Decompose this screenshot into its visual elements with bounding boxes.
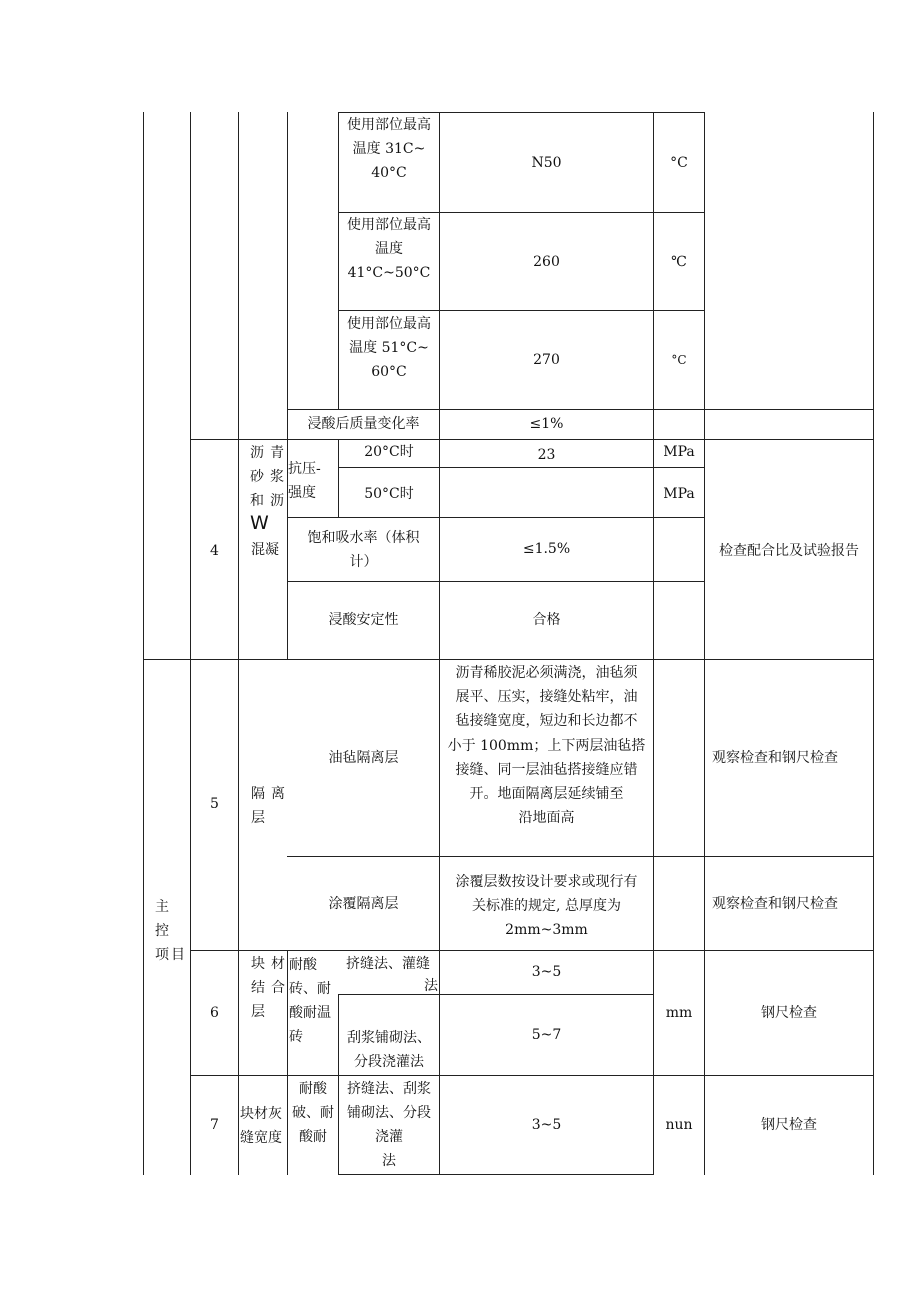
rule [287, 112, 288, 439]
felt-isolation-requirement: 沥青稀胶泥必须满浇，油毡须 展平、压实，接缝处粘牢，油 毡接缝宽度，短边和长边都不 小于 100mm；上下两层油毡搭 接缝、同一层油毡搭接缝应错 开。地面隔离层延续铺至 沿地面高 [447, 665, 646, 827]
row5-number: 5 [210, 796, 219, 812]
acid-mass-change-item: 浸酸后质量变化率 [307, 416, 420, 432]
rule [338, 994, 653, 995]
row6-method2: 刮浆铺砌法、 分段浇灌法 [347, 1030, 431, 1070]
acid-stability-value: 合格 [532, 612, 561, 628]
row5-name: 隔离 层 [251, 786, 285, 826]
row7-material: 耐酸 破、耐 酸耐 [292, 1081, 334, 1145]
row4-name: 沥 青 砂 浆 和沥 [250, 445, 284, 509]
coating-isolation-item: 涂覆隔离层 [328, 896, 399, 912]
coating-isolation-requirement: 涂覆层数按设计要求或现行有 关标准的规定, 总厚度为 2mm~3mm [455, 874, 638, 938]
temp-41-50-unit: ℃ [671, 254, 687, 270]
rule [287, 581, 704, 582]
temp-41-50-item: 使用部位最高 温度 41°C~50°C [347, 217, 431, 281]
temp-51-60-unit: °C [671, 353, 687, 367]
row6-check-method: 钢尺检查 [761, 1005, 817, 1021]
row6-method1: 挤缝法、灌缝 [346, 956, 430, 972]
row6-unit: mm [665, 1005, 693, 1021]
row7-unit: nun [665, 1117, 693, 1133]
rule [190, 1075, 873, 1076]
rule [873, 112, 874, 1175]
felt-isolation-method: 观察检查和钢尺检查 [712, 750, 838, 766]
row6-method1-cont: 法 [424, 978, 438, 994]
temp-31-40-unit: °C [670, 155, 688, 171]
row7-value: 3~5 [531, 1117, 562, 1133]
row4-name-w: W [250, 512, 269, 534]
rule [190, 439, 873, 440]
strength-50c-condition: 50°C时 [364, 486, 414, 502]
row7-check-method: 钢尺检查 [761, 1117, 817, 1133]
row6-method1-value: 3~5 [531, 964, 562, 980]
acid-stability-item: 浸酸安定性 [328, 612, 399, 628]
row4-check-method: 检查配合比及试验报告 [719, 543, 859, 559]
row7-name: 块材灰 缝宽度 [240, 1106, 282, 1146]
temp-51-60-value: 270 [533, 352, 560, 368]
water-absorption-value: ≤1.5% [522, 541, 571, 557]
strength-20c-value: 23 [537, 447, 556, 463]
strength-20c-condition: 20°C时 [364, 444, 414, 460]
rule [143, 112, 144, 1175]
strength-50c-unit: MPa [663, 486, 695, 502]
row7-method: 挤缝法、刮浆 铺砌法、分段 浇灌 法 [347, 1081, 431, 1169]
row6-name: 块 材 结 合 层 [251, 956, 285, 1020]
rule [143, 659, 873, 660]
rule [287, 517, 704, 518]
temp-51-60-item: 使用部位最高 温度 51°C~ 60°C [347, 316, 431, 380]
strength-20c-unit: MPa [663, 444, 695, 460]
row6-method2-value: 5~7 [531, 1027, 562, 1043]
compressive-strength-label: 抗压- 强度 [288, 461, 321, 501]
rule [338, 1174, 653, 1175]
rule [338, 467, 704, 468]
row6-material: 耐酸 砖、耐 酸耐温 砖 [289, 957, 331, 1045]
acid-mass-change-value: ≤1% [529, 416, 564, 432]
rule [190, 950, 873, 951]
rule [338, 310, 704, 311]
row4-name-cont: 混凝 [251, 542, 279, 558]
coating-isolation-method: 观察检查和钢尺检查 [712, 896, 838, 912]
temp-31-40-item: 使用部位最高 温度 31C~ 40°C [347, 117, 431, 181]
temp-31-40-value: N50 [531, 155, 562, 171]
row6-number: 6 [210, 1005, 219, 1021]
rule [287, 409, 873, 410]
row4-number: 4 [210, 543, 219, 559]
row7-number: 7 [210, 1117, 219, 1133]
rule [238, 112, 239, 1175]
water-absorption-item: 饱和吸水率（体积 计） [307, 530, 420, 570]
rule [287, 856, 873, 857]
temp-41-50-value: 260 [533, 254, 560, 270]
main-control-group-label: 主 控 项目 [155, 899, 185, 963]
felt-isolation-item: 油毡隔离层 [328, 750, 399, 766]
